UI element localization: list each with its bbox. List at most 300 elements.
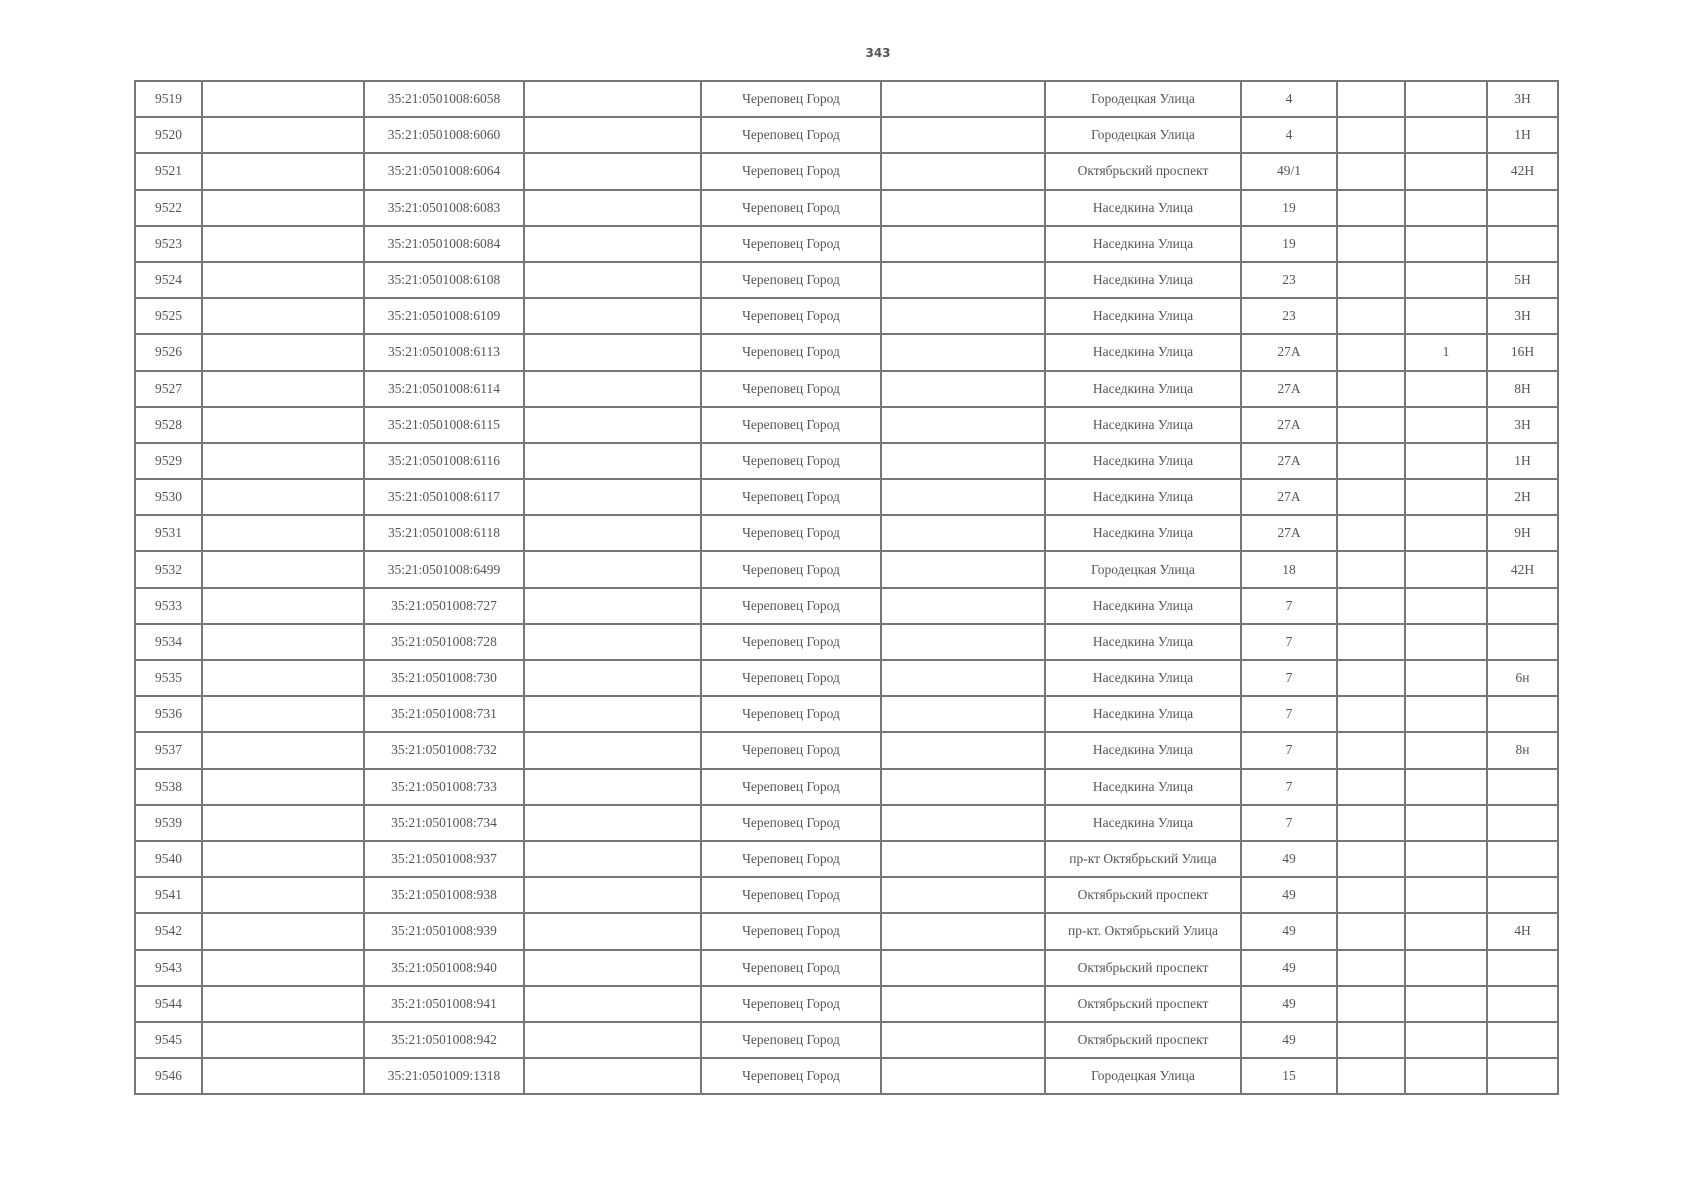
cell-city: Череповец Город: [701, 913, 881, 949]
cell-blank-col-4: [524, 841, 701, 877]
cell-blank-col-6: [881, 190, 1045, 226]
table-row: [135, 334, 1558, 370]
cell-cadastral-number: 35:21:0501008:728: [364, 624, 524, 660]
cell-blank-col-6: [881, 153, 1045, 189]
cell-city: Череповец Город: [701, 696, 881, 732]
cell-city: Череповец Город: [701, 479, 881, 515]
cell-blank-col-4: [524, 805, 701, 841]
table-row: [135, 696, 1558, 732]
cell-cadastral-number: 35:21:0501008:6060: [364, 117, 524, 153]
cell-blank-col-2: [202, 153, 364, 189]
cell-house: 19: [1241, 226, 1337, 262]
cell-blank-col-9: [1337, 986, 1405, 1022]
cell-building: [1405, 443, 1487, 479]
cell-house: 23: [1241, 298, 1337, 334]
cell-blank-col-2: [202, 117, 364, 153]
cell-blank-col-2: [202, 298, 364, 334]
property-table: [134, 80, 1559, 1095]
table-row: [135, 769, 1558, 805]
cell-blank-col-2: [202, 732, 364, 768]
cell-apartment: 42Н: [1487, 551, 1558, 587]
cell-building: [1405, 479, 1487, 515]
cell-blank-col-4: [524, 551, 701, 587]
cell-street: Октябрьский проспект: [1045, 1022, 1241, 1058]
cell-cadastral-number: 35:21:0501008:6109: [364, 298, 524, 334]
cell-building: [1405, 117, 1487, 153]
cell-row-number: 9527: [135, 371, 202, 407]
cell-row-number: 9543: [135, 950, 202, 986]
cell-building: [1405, 805, 1487, 841]
cell-building: [1405, 877, 1487, 913]
cell-apartment: 5Н: [1487, 262, 1558, 298]
cell-blank-col-4: [524, 515, 701, 551]
cell-blank-col-9: [1337, 624, 1405, 660]
cell-building: [1405, 769, 1487, 805]
cell-cadastral-number: 35:21:0501008:6114: [364, 371, 524, 407]
cell-blank-col-4: [524, 696, 701, 732]
cell-blank-col-4: [524, 588, 701, 624]
cell-city: Череповец Город: [701, 262, 881, 298]
table-row: [135, 805, 1558, 841]
cell-blank-col-6: [881, 334, 1045, 370]
cell-apartment: 1Н: [1487, 117, 1558, 153]
cell-blank-col-9: [1337, 81, 1405, 117]
cell-apartment: [1487, 841, 1558, 877]
cell-row-number: 9538: [135, 769, 202, 805]
cell-blank-col-6: [881, 479, 1045, 515]
cell-blank-col-2: [202, 841, 364, 877]
cell-house: 7: [1241, 732, 1337, 768]
cell-apartment: 8н: [1487, 732, 1558, 768]
cell-cadastral-number: 35:21:0501008:6499: [364, 551, 524, 587]
cell-building: [1405, 841, 1487, 877]
cell-apartment: 9Н: [1487, 515, 1558, 551]
cell-city: Череповец Город: [701, 732, 881, 768]
cell-blank-col-6: [881, 660, 1045, 696]
cell-street: Наседкина Улица: [1045, 443, 1241, 479]
cell-street: Наседкина Улица: [1045, 696, 1241, 732]
cell-blank-col-2: [202, 660, 364, 696]
cell-cadastral-number: 35:21:0501008:937: [364, 841, 524, 877]
cell-cadastral-number: 35:21:0501008:6083: [364, 190, 524, 226]
cell-row-number: 9525: [135, 298, 202, 334]
cell-apartment: 42Н: [1487, 153, 1558, 189]
cell-blank-col-6: [881, 1058, 1045, 1094]
cell-building: [1405, 624, 1487, 660]
cell-blank-col-2: [202, 877, 364, 913]
cell-blank-col-6: [881, 298, 1045, 334]
cell-cadastral-number: 35:21:0501008:6118: [364, 515, 524, 551]
cell-building: 1: [1405, 334, 1487, 370]
cell-apartment: [1487, 1022, 1558, 1058]
cell-cadastral-number: 35:21:0501008:939: [364, 913, 524, 949]
cell-row-number: 9526: [135, 334, 202, 370]
cell-apartment: 1Н: [1487, 443, 1558, 479]
cell-blank-col-9: [1337, 841, 1405, 877]
cell-apartment: [1487, 1058, 1558, 1094]
table-row: [135, 913, 1558, 949]
cell-apartment: [1487, 805, 1558, 841]
cell-blank-col-2: [202, 950, 364, 986]
cell-house: 27А: [1241, 443, 1337, 479]
cell-street: Городецкая Улица: [1045, 81, 1241, 117]
cell-building: [1405, 190, 1487, 226]
cell-blank-col-9: [1337, 877, 1405, 913]
cell-blank-col-9: [1337, 660, 1405, 696]
cell-city: Череповец Город: [701, 371, 881, 407]
cell-blank-col-9: [1337, 117, 1405, 153]
cell-blank-col-9: [1337, 153, 1405, 189]
cell-street: Городецкая Улица: [1045, 551, 1241, 587]
cell-building: [1405, 588, 1487, 624]
cell-blank-col-9: [1337, 805, 1405, 841]
cell-blank-col-6: [881, 515, 1045, 551]
cell-row-number: 9522: [135, 190, 202, 226]
table-row: [135, 226, 1558, 262]
cell-blank-col-2: [202, 696, 364, 732]
cell-street: Наседкина Улица: [1045, 407, 1241, 443]
cell-building: [1405, 660, 1487, 696]
cell-row-number: 9535: [135, 660, 202, 696]
cell-blank-col-9: [1337, 443, 1405, 479]
cell-city: Череповец Город: [701, 226, 881, 262]
cell-building: [1405, 696, 1487, 732]
cell-city: Череповец Город: [701, 841, 881, 877]
cell-blank-col-4: [524, 371, 701, 407]
cell-cadastral-number: 35:21:0501008:732: [364, 732, 524, 768]
cell-row-number: 9537: [135, 732, 202, 768]
cell-building: [1405, 226, 1487, 262]
cell-blank-col-9: [1337, 262, 1405, 298]
cell-row-number: 9520: [135, 117, 202, 153]
cell-building: [1405, 371, 1487, 407]
cell-house: 4: [1241, 117, 1337, 153]
cell-city: Череповец Город: [701, 624, 881, 660]
cell-blank-col-4: [524, 877, 701, 913]
cell-blank-col-9: [1337, 950, 1405, 986]
cell-apartment: 3Н: [1487, 407, 1558, 443]
cell-city: Череповец Город: [701, 805, 881, 841]
cell-blank-col-6: [881, 913, 1045, 949]
cell-blank-col-2: [202, 1058, 364, 1094]
cell-blank-col-4: [524, 117, 701, 153]
cell-house: 27А: [1241, 515, 1337, 551]
cell-blank-col-2: [202, 624, 364, 660]
cell-blank-col-6: [881, 407, 1045, 443]
cell-building: [1405, 298, 1487, 334]
cell-row-number: 9536: [135, 696, 202, 732]
table-row: [135, 1022, 1558, 1058]
cell-blank-col-2: [202, 986, 364, 1022]
table-row: [135, 877, 1558, 913]
cell-apartment: [1487, 226, 1558, 262]
cell-city: Череповец Город: [701, 190, 881, 226]
cell-house: 49: [1241, 913, 1337, 949]
table-row: [135, 588, 1558, 624]
table-row: [135, 371, 1558, 407]
cell-building: [1405, 986, 1487, 1022]
cell-city: Череповец Город: [701, 877, 881, 913]
cell-apartment: [1487, 190, 1558, 226]
cell-street: пр-кт Октябрьский Улица: [1045, 841, 1241, 877]
cell-blank-col-9: [1337, 1058, 1405, 1094]
cell-blank-col-6: [881, 696, 1045, 732]
cell-blank-col-6: [881, 877, 1045, 913]
cell-apartment: 2Н: [1487, 479, 1558, 515]
cell-blank-col-6: [881, 986, 1045, 1022]
cell-cadastral-number: 35:21:0501008:733: [364, 769, 524, 805]
cell-apartment: [1487, 588, 1558, 624]
cell-blank-col-2: [202, 588, 364, 624]
cell-house: 15: [1241, 1058, 1337, 1094]
cell-blank-col-9: [1337, 226, 1405, 262]
cell-blank-col-4: [524, 660, 701, 696]
cell-city: Череповец Город: [701, 81, 881, 117]
cell-street: Октябрьский проспект: [1045, 986, 1241, 1022]
cell-blank-col-9: [1337, 769, 1405, 805]
cell-cadastral-number: 35:21:0501008:730: [364, 660, 524, 696]
cell-blank-col-6: [881, 624, 1045, 660]
table-row: [135, 1058, 1558, 1094]
cell-apartment: 3Н: [1487, 298, 1558, 334]
cell-row-number: 9529: [135, 443, 202, 479]
cell-row-number: 9539: [135, 805, 202, 841]
cell-blank-col-4: [524, 334, 701, 370]
cell-city: Череповец Город: [701, 1058, 881, 1094]
cell-blank-col-9: [1337, 588, 1405, 624]
table-row: [135, 262, 1558, 298]
cell-building: [1405, 407, 1487, 443]
cell-cadastral-number: 35:21:0501008:941: [364, 986, 524, 1022]
cell-blank-col-6: [881, 81, 1045, 117]
cell-cadastral-number: 35:21:0501008:6084: [364, 226, 524, 262]
cell-blank-col-4: [524, 913, 701, 949]
cell-cadastral-number: 35:21:0501008:6058: [364, 81, 524, 117]
cell-building: [1405, 153, 1487, 189]
cell-blank-col-4: [524, 1058, 701, 1094]
cell-blank-col-4: [524, 443, 701, 479]
cell-apartment: 3Н: [1487, 81, 1558, 117]
cell-blank-col-6: [881, 262, 1045, 298]
cell-cadastral-number: 35:21:0501008:6108: [364, 262, 524, 298]
cell-house: 27А: [1241, 479, 1337, 515]
cell-street: Городецкая Улица: [1045, 1058, 1241, 1094]
cell-cadastral-number: 35:21:0501008:6113: [364, 334, 524, 370]
cell-row-number: 9534: [135, 624, 202, 660]
cell-blank-col-9: [1337, 190, 1405, 226]
cell-street: пр-кт. Октябрьский Улица: [1045, 913, 1241, 949]
cell-blank-col-2: [202, 407, 364, 443]
cell-blank-col-4: [524, 769, 701, 805]
cell-blank-col-9: [1337, 1022, 1405, 1058]
cell-house: 49: [1241, 877, 1337, 913]
table-row: [135, 153, 1558, 189]
cell-city: Череповец Город: [701, 986, 881, 1022]
cell-blank-col-4: [524, 479, 701, 515]
cell-blank-col-9: [1337, 407, 1405, 443]
cell-building: [1405, 1058, 1487, 1094]
cell-city: Череповец Город: [701, 117, 881, 153]
table-row: [135, 551, 1558, 587]
cell-blank-col-6: [881, 1022, 1045, 1058]
cell-blank-col-9: [1337, 696, 1405, 732]
cell-apartment: 6н: [1487, 660, 1558, 696]
cell-city: Череповец Город: [701, 660, 881, 696]
cell-house: 49/1: [1241, 153, 1337, 189]
cell-city: Череповец Город: [701, 769, 881, 805]
cell-apartment: [1487, 877, 1558, 913]
cell-street: Наседкина Улица: [1045, 588, 1241, 624]
cell-apartment: [1487, 769, 1558, 805]
cell-blank-col-2: [202, 769, 364, 805]
cell-street: Городецкая Улица: [1045, 117, 1241, 153]
cell-blank-col-6: [881, 551, 1045, 587]
cell-blank-col-6: [881, 443, 1045, 479]
cell-row-number: 9530: [135, 479, 202, 515]
cell-row-number: 9533: [135, 588, 202, 624]
cell-house: 27А: [1241, 334, 1337, 370]
cell-city: Череповец Город: [701, 407, 881, 443]
cell-city: Череповец Город: [701, 1022, 881, 1058]
cell-blank-col-2: [202, 190, 364, 226]
cell-blank-col-6: [881, 769, 1045, 805]
cell-street: Октябрьский проспект: [1045, 950, 1241, 986]
cell-blank-col-2: [202, 913, 364, 949]
cell-cadastral-number: 35:21:0501008:942: [364, 1022, 524, 1058]
table-row: [135, 841, 1558, 877]
cell-blank-col-2: [202, 371, 364, 407]
cell-building: [1405, 515, 1487, 551]
cell-row-number: 9546: [135, 1058, 202, 1094]
table-row: [135, 986, 1558, 1022]
table-row: [135, 298, 1558, 334]
table-row: [135, 732, 1558, 768]
table-row: [135, 950, 1558, 986]
cell-blank-col-9: [1337, 479, 1405, 515]
cell-city: Череповец Город: [701, 153, 881, 189]
cell-row-number: 9541: [135, 877, 202, 913]
cell-row-number: 9531: [135, 515, 202, 551]
cell-house: 19: [1241, 190, 1337, 226]
cell-blank-col-4: [524, 624, 701, 660]
cell-blank-col-6: [881, 371, 1045, 407]
cell-cadastral-number: 35:21:0501008:731: [364, 696, 524, 732]
cell-blank-col-2: [202, 551, 364, 587]
cell-blank-col-4: [524, 298, 701, 334]
cell-blank-col-4: [524, 1022, 701, 1058]
cell-row-number: 9521: [135, 153, 202, 189]
cell-house: 49: [1241, 841, 1337, 877]
cell-building: [1405, 913, 1487, 949]
cell-city: Череповец Город: [701, 443, 881, 479]
cell-row-number: 9519: [135, 81, 202, 117]
table-row: [135, 515, 1558, 551]
cell-blank-col-2: [202, 515, 364, 551]
cell-street: Наседкина Улица: [1045, 371, 1241, 407]
cell-cadastral-number: 35:21:0501008:938: [364, 877, 524, 913]
cell-cadastral-number: 35:21:0501008:6064: [364, 153, 524, 189]
cell-street: Октябрьский проспект: [1045, 877, 1241, 913]
cell-row-number: 9532: [135, 551, 202, 587]
cell-blank-col-9: [1337, 732, 1405, 768]
cell-row-number: 9540: [135, 841, 202, 877]
cell-city: Череповец Город: [701, 334, 881, 370]
cell-blank-col-4: [524, 407, 701, 443]
cell-blank-col-2: [202, 262, 364, 298]
cell-street: Наседкина Улица: [1045, 298, 1241, 334]
cell-house: 7: [1241, 805, 1337, 841]
cell-cadastral-number: 35:21:0501008:6115: [364, 407, 524, 443]
cell-house: 49: [1241, 986, 1337, 1022]
cell-cadastral-number: 35:21:0501008:6116: [364, 443, 524, 479]
cell-apartment: [1487, 950, 1558, 986]
cell-house: 49: [1241, 1022, 1337, 1058]
table-row: [135, 190, 1558, 226]
cell-apartment: [1487, 624, 1558, 660]
cell-blank-col-2: [202, 805, 364, 841]
cell-blank-col-4: [524, 986, 701, 1022]
cell-blank-col-9: [1337, 551, 1405, 587]
cell-house: 27А: [1241, 407, 1337, 443]
cell-blank-col-4: [524, 81, 701, 117]
cell-street: Наседкина Улица: [1045, 479, 1241, 515]
cell-cadastral-number: 35:21:0501008:6117: [364, 479, 524, 515]
table-row: [135, 81, 1558, 117]
cell-building: [1405, 262, 1487, 298]
cell-blank-col-9: [1337, 298, 1405, 334]
cell-blank-col-6: [881, 588, 1045, 624]
cell-blank-col-6: [881, 841, 1045, 877]
cell-city: Череповец Город: [701, 515, 881, 551]
cell-blank-col-6: [881, 226, 1045, 262]
cell-blank-col-9: [1337, 515, 1405, 551]
cell-house: 4: [1241, 81, 1337, 117]
cell-blank-col-6: [881, 950, 1045, 986]
table-row: [135, 479, 1558, 515]
cell-house: 7: [1241, 588, 1337, 624]
table-row: [135, 117, 1558, 153]
cell-blank-col-2: [202, 1022, 364, 1058]
cell-blank-col-4: [524, 732, 701, 768]
cell-city: Череповец Город: [701, 298, 881, 334]
cell-blank-col-4: [524, 226, 701, 262]
cell-row-number: 9528: [135, 407, 202, 443]
cell-blank-col-6: [881, 805, 1045, 841]
cell-row-number: 9524: [135, 262, 202, 298]
cell-building: [1405, 950, 1487, 986]
cell-building: [1405, 1022, 1487, 1058]
cell-street: Наседкина Улица: [1045, 624, 1241, 660]
cell-blank-col-6: [881, 732, 1045, 768]
cell-cadastral-number: 35:21:0501008:940: [364, 950, 524, 986]
cell-city: Череповец Город: [701, 551, 881, 587]
cell-blank-col-4: [524, 262, 701, 298]
cell-blank-col-9: [1337, 334, 1405, 370]
cell-apartment: 8Н: [1487, 371, 1558, 407]
page-number: 343: [865, 46, 891, 60]
cell-house: 7: [1241, 624, 1337, 660]
cell-blank-col-2: [202, 479, 364, 515]
cell-blank-col-2: [202, 334, 364, 370]
cell-street: Наседкина Улица: [1045, 732, 1241, 768]
cell-building: [1405, 732, 1487, 768]
cell-blank-col-2: [202, 226, 364, 262]
table-row: [135, 407, 1558, 443]
cell-cadastral-number: 35:21:0501008:727: [364, 588, 524, 624]
cell-street: Наседкина Улица: [1045, 769, 1241, 805]
cell-house: 49: [1241, 950, 1337, 986]
cell-apartment: 16Н: [1487, 334, 1558, 370]
